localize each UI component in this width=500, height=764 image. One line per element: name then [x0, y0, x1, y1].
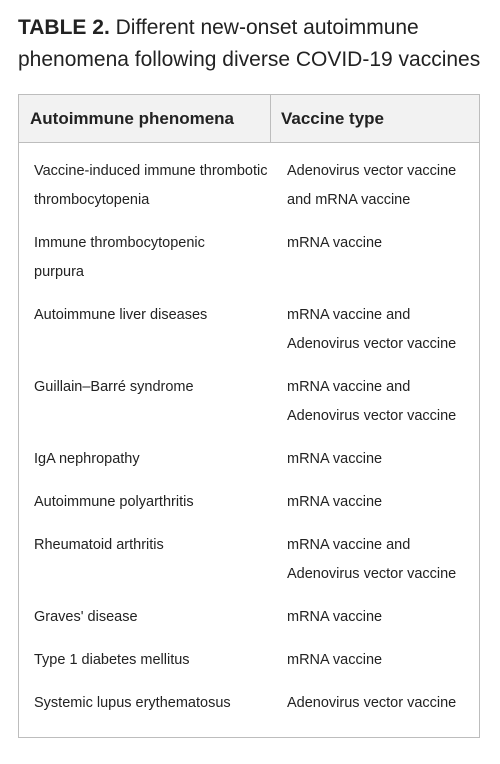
cell-phenomenon: Type 1 diabetes mellitus: [34, 652, 190, 668]
table-body: [19, 143, 479, 718]
table-row: [19, 373, 479, 431]
table-row: [19, 689, 479, 718]
cell-phenomenon: Graves' disease: [34, 609, 138, 625]
cell-vaccine-type: mRNA vaccine and Adenovirus vector vaccine: [287, 537, 457, 582]
cell-vaccine-type: mRNA vaccine and Adenovirus vector vaccine: [287, 379, 457, 424]
table-header: [19, 95, 479, 143]
cell-vaccine-type: mRNA vaccine: [287, 652, 383, 668]
table-row: [19, 445, 479, 474]
cell-vaccine-type: mRNA vaccine: [287, 609, 383, 625]
cell-phenomenon: Autoimmune polyarthritis: [34, 494, 194, 510]
table-row: [19, 646, 479, 675]
table-row: [19, 488, 479, 517]
table-title: Different new-onset autoimmune phenomena following diverse COVID-19 vaccines: [18, 16, 481, 71]
table-row: [19, 157, 479, 215]
cell-vaccine-type: Adenovirus vector vaccine and mRNA vaccine: [287, 163, 457, 208]
cell-phenomenon: Autoimmune liver diseases: [34, 307, 208, 323]
table-row: [19, 229, 479, 287]
cell-phenomenon: Vaccine-induced immune thrombotic thrombocytopenia: [34, 163, 268, 208]
data-table: [18, 94, 480, 738]
cell-phenomenon: IgA nephropathy: [34, 451, 140, 467]
table-row: [19, 603, 479, 632]
table-caption: [18, 12, 482, 76]
cell-phenomenon: Systemic lupus erythematosus: [34, 695, 231, 711]
cell-vaccine-type: mRNA vaccine and Adenovirus vector vaccine: [287, 307, 457, 352]
cell-phenomenon: Immune thrombocytopenic purpura: [34, 235, 205, 280]
table-number: TABLE 2.: [18, 16, 110, 39]
cell-vaccine-type: mRNA vaccine: [287, 451, 383, 467]
cell-phenomenon: Rheumatoid arthritis: [34, 537, 164, 553]
table-row: [19, 301, 479, 359]
cell-vaccine-type: mRNA vaccine: [287, 494, 383, 510]
table-row: [19, 531, 479, 589]
cell-vaccine-type: mRNA vaccine: [287, 235, 383, 251]
cell-phenomenon: Guillain–Barré syndrome: [34, 379, 194, 395]
column-header-phenomena: Autoimmune phenomena: [19, 95, 271, 142]
column-header-vaccine-type: Vaccine type: [281, 108, 385, 128]
cell-vaccine-type: Adenovirus vector vaccine: [287, 695, 457, 711]
